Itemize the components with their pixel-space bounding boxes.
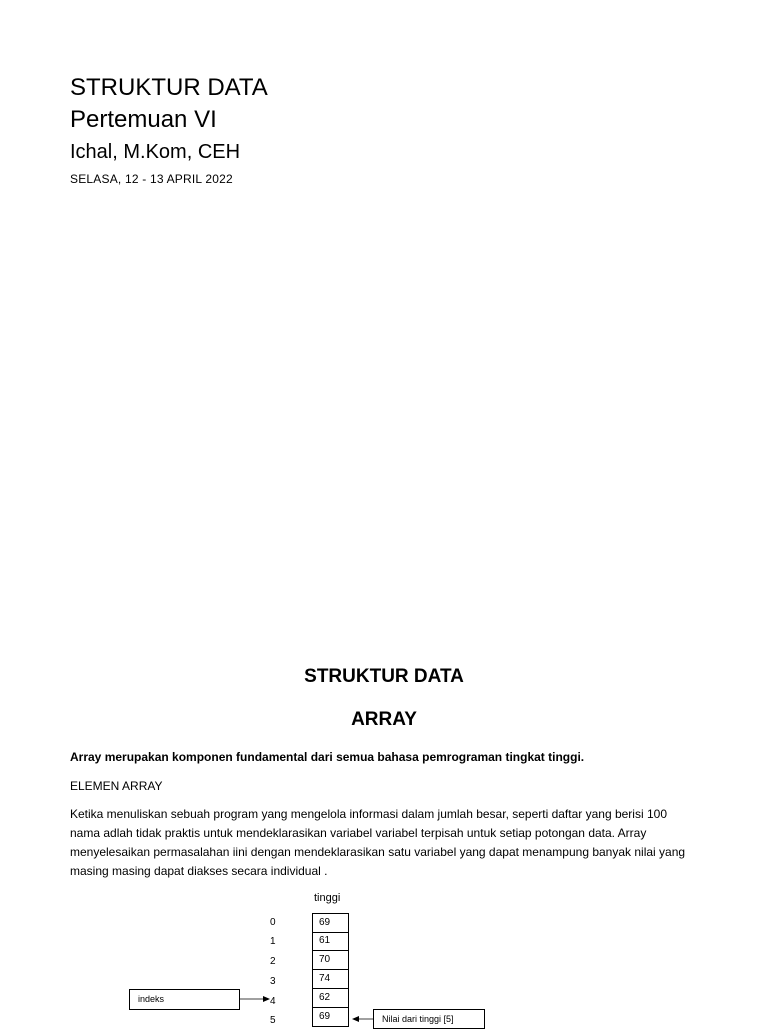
section-subheading: ARRAY (351, 709, 417, 730)
array-index-0: 0 (270, 917, 276, 928)
array-name-label: tinggi (314, 892, 341, 904)
array-index-2: 2 (270, 956, 276, 967)
body-paragraph: Ketika menuliskan sebuah program yang mengelola informasi dalam jumlah besar, seperti daftar yang berisi 100 nama adlah tidak praktis untuk mendeklarasikan variabel variabel terpisah untuk setiap potongan data. Array menyelesaikan permasalahan iini dengan mendeklarasikan satu variabel yang dapat menampung banyak nilai yang masing masing dapat diakses secara individual . (70, 807, 686, 878)
value-callout-box: Nilai dari tinggi [5] (373, 1009, 485, 1029)
index-callout-box: indeks (129, 989, 240, 1010)
elemen-array-label: ELEMEN ARRAY (70, 779, 163, 793)
cover-block (70, 72, 268, 188)
cover-author: Ichal, M.Kom, CEH (70, 141, 241, 163)
array-cell-4: 62 (312, 989, 349, 1008)
array-index-4: 4 (270, 996, 276, 1007)
array-index-5: 5 (270, 1015, 276, 1026)
value-arrow-head (352, 1016, 359, 1022)
cover-date: SELASA, 12 - 13 APRIL 2022 (70, 172, 233, 186)
index-arrow-head (263, 996, 270, 1002)
section-heading: STRUKTUR DATA (304, 666, 464, 687)
intro-paragraph: Array merupakan komponen fundamental dari semua bahasa pemrograman tingkat tinggi. (70, 750, 585, 764)
array-cell-3: 74 (312, 970, 349, 989)
cover-subtitle: Pertemuan VI (70, 106, 217, 133)
array-cell-2: 70 (312, 951, 349, 970)
array-cell-5: 69 (312, 1008, 349, 1027)
array-cell-0: 69 (312, 913, 349, 933)
array-index-3: 3 (270, 976, 276, 987)
cover-title: STRUKTUR DATA (70, 74, 268, 101)
array-cell-1: 61 (312, 932, 349, 951)
array-index-1: 1 (270, 936, 276, 947)
